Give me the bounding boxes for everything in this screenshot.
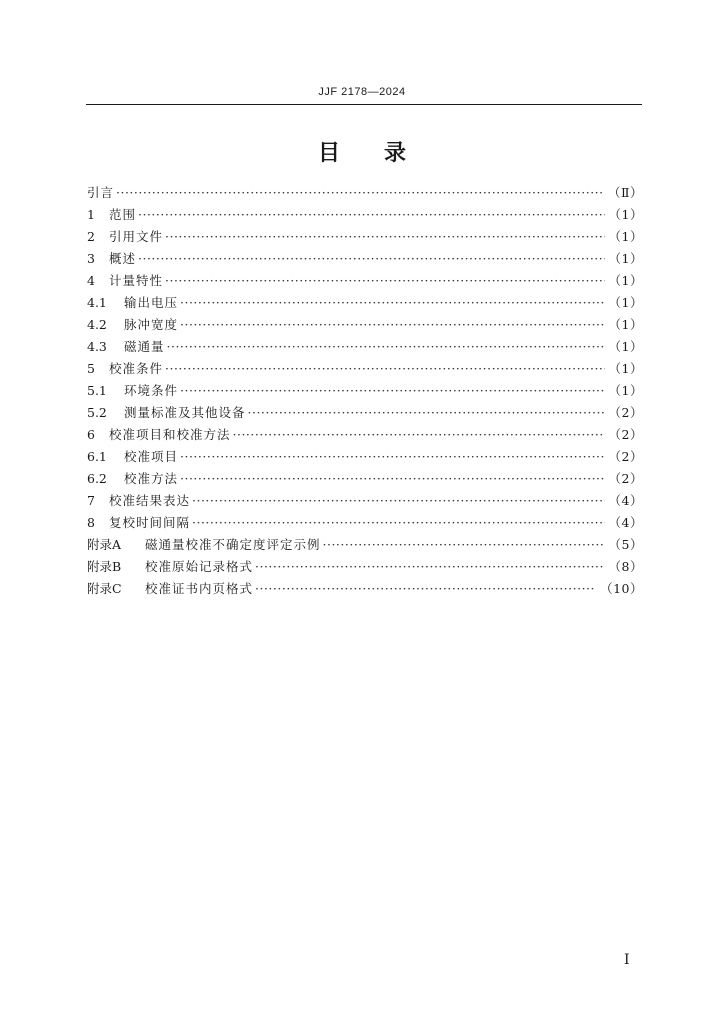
toc-entry-number: 7 [87, 493, 95, 508]
toc-title: 目录 [317, 141, 450, 166]
toc-entry-number: 1 [87, 207, 95, 222]
toc-entry-4[interactable] [87, 271, 643, 293]
toc-entry-5-2[interactable] [87, 403, 643, 425]
toc-entry-number: 4.2 [87, 317, 107, 332]
toc-entry-page: （1） [608, 207, 643, 222]
toc-entry-label: 校准结果表达 [109, 493, 191, 508]
toc-entry-4-3[interactable] [87, 337, 643, 359]
toc-entry-label: 磁通量 [124, 339, 165, 354]
toc-entry-appendix-a[interactable] [87, 535, 643, 557]
toc-entry-page: （1） [608, 317, 643, 332]
toc-entry-number: 5.1 [87, 383, 107, 398]
toc-entry-6-2[interactable] [87, 469, 643, 491]
toc-entry-page: （1） [608, 339, 643, 354]
standard-code-header: JJF 2178—2024 [318, 86, 406, 98]
toc-entry-page: （10） [600, 581, 643, 596]
toc-entry-label: 校准原始记录格式 [145, 559, 254, 574]
toc-entry-label: 校准证书内页格式 [145, 581, 254, 596]
toc-entry-number: 附录A [87, 537, 122, 552]
toc-entry-6-1[interactable] [87, 447, 643, 469]
toc-entry-page: （1） [608, 361, 643, 376]
toc-entry-page: （2） [608, 427, 643, 442]
toc-dot-leader [192, 515, 605, 530]
toc-entry-preface[interactable] [87, 183, 643, 205]
toc-entry-page: （2） [608, 405, 643, 420]
toc-entry-number: 8 [87, 515, 95, 530]
toc-entry-8[interactable] [87, 513, 643, 535]
toc-entry-label: 校准方法 [124, 471, 179, 486]
toc-entry-page: （2） [608, 449, 643, 464]
toc-entry-page: （Ⅱ） [608, 185, 643, 200]
toc-dot-leader [255, 581, 596, 596]
toc-entry-number: 5.2 [87, 405, 107, 420]
toc-dot-leader [138, 251, 605, 266]
toc-entry-number: 6 [87, 427, 95, 442]
toc-entry-page: （1） [608, 273, 643, 288]
toc-entry-number: 附录C [87, 581, 122, 596]
toc-entry-page: （4） [608, 515, 643, 530]
toc-entry-number: 4.3 [87, 339, 107, 354]
toc-entry-number: 5 [87, 361, 95, 376]
toc-entry-label: 引用文件 [109, 229, 164, 244]
toc-entry-label: 计量特性 [109, 273, 164, 288]
toc-dot-leader [233, 427, 605, 442]
toc-entry-label: 测量标准及其他设备 [124, 405, 246, 420]
toc-dot-leader [167, 339, 605, 354]
toc-dot-leader [180, 317, 605, 332]
toc-entry-3[interactable] [87, 249, 643, 271]
toc-dot-leader [192, 493, 605, 508]
toc-entry-4-2[interactable] [87, 315, 643, 337]
toc-dot-leader [180, 471, 605, 486]
toc-entry-number: 3 [87, 251, 95, 266]
toc-entry-label: 脉冲宽度 [124, 317, 179, 332]
toc-entry-label: 引言 [87, 185, 115, 200]
toc-entry-page: （1） [608, 295, 643, 310]
toc-entry-5[interactable] [87, 359, 643, 381]
toc-dot-leader [165, 273, 605, 288]
toc-entry-number: 6.2 [87, 471, 107, 486]
toc-entry-label: 校准条件 [109, 361, 164, 376]
page-folio: I [624, 952, 630, 968]
toc-list [87, 183, 643, 601]
toc-entry-appendix-c[interactable] [87, 579, 643, 601]
toc-dot-leader [138, 207, 605, 222]
toc-entry-4-1[interactable] [87, 293, 643, 315]
toc-entry-label: 校准项目 [124, 449, 179, 464]
toc-entry-label: 概述 [109, 251, 137, 266]
toc-entry-label: 环境条件 [124, 383, 179, 398]
toc-dot-leader [180, 295, 605, 310]
toc-entry-page: （1） [608, 383, 643, 398]
toc-dot-leader [180, 449, 605, 464]
toc-entry-page: （1） [608, 229, 643, 244]
toc-entry-label: 校准项目和校准方法 [109, 427, 231, 442]
toc-dot-leader [116, 185, 604, 200]
toc-entry-7[interactable] [87, 491, 643, 513]
header-divider [86, 104, 642, 105]
toc-entry-appendix-b[interactable] [87, 557, 643, 579]
toc-dot-leader [323, 537, 605, 552]
toc-entry-label: 复校时间间隔 [109, 515, 191, 530]
toc-entry-number: 2 [87, 229, 95, 244]
toc-entry-2[interactable] [87, 227, 643, 249]
toc-dot-leader [255, 559, 605, 574]
toc-entry-5-1[interactable] [87, 381, 643, 403]
toc-dot-leader [248, 405, 605, 420]
toc-dot-leader [165, 229, 605, 244]
toc-entry-label: 磁通量校准不确定度评定示例 [145, 537, 321, 552]
toc-entry-label: 范围 [109, 207, 137, 222]
toc-entry-page: （5） [608, 537, 643, 552]
toc-entry-6[interactable] [87, 425, 643, 447]
toc-entry-number: 6.1 [87, 449, 107, 464]
toc-entry-number: 附录B [87, 559, 122, 574]
toc-entry-page: （2） [608, 471, 643, 486]
toc-dot-leader [180, 383, 605, 398]
toc-entry-label: 输出电压 [124, 295, 179, 310]
toc-entry-number: 4.1 [87, 295, 107, 310]
toc-dot-leader [165, 361, 605, 376]
toc-entry-page: （1） [608, 251, 643, 266]
toc-entry-1[interactable] [87, 205, 643, 227]
toc-entry-number: 4 [87, 273, 95, 288]
toc-entry-page: （4） [608, 493, 643, 508]
toc-entry-page: （8） [608, 559, 643, 574]
